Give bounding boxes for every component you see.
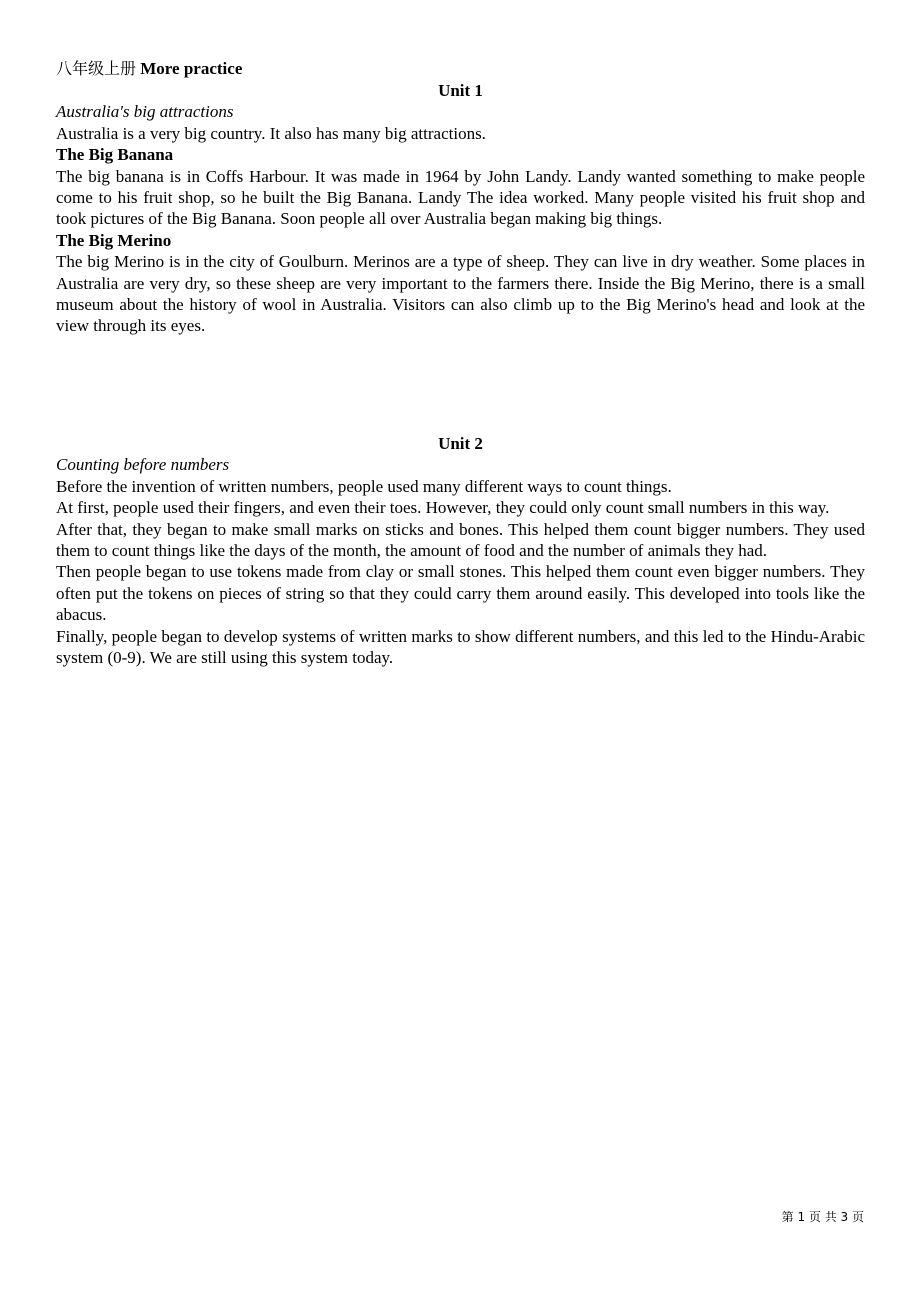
- unit2-paragraph: Then people began to use tokens made from clay or small stones. This helped them count even bigger numbers. They often put the tokens on pieces of string so that they could carry them around easily. This developed into tools like the abacus.: [56, 562, 865, 625]
- big-banana-text: The big banana is in Coffs Harbour. It was made in 1964 by John Landy. Landy wanted something to make people come to his fruit shop, so he built the Big Banana. Landy The idea worked. Many people visited his fruit shop and took pictures of the Big Banana. Soon people all over Australia began making big things.: [56, 166, 865, 229]
- document-page: [56, 58, 865, 668]
- unit2-paragraph: At first, people used their fingers, and even their toes. However, they could only count small numbers in this way.: [56, 498, 830, 518]
- big-merino-text: The big Merino is in the city of Goulburn. Merinos are a type of sheep. They can live in dry weather. Some places in Australia are very dry, so these sheep are very important to the farmers there. Inside the Big Merino, there is a small museum about the history of wool in Australia. Visitors can also climb up to the Big Merino's head and look at the view through its eyes.: [56, 252, 865, 336]
- unit2-section: [56, 433, 865, 668]
- unit2-subtitle: Counting before numbers: [56, 455, 230, 475]
- unit1-intro: Australia is a very big country. It also has many big attractions.: [56, 123, 486, 143]
- unit1-section: [56, 80, 865, 337]
- document-title: [56, 58, 865, 80]
- big-merino-title: The Big Merino: [56, 230, 172, 250]
- page-number-footer: 第 1 页 共 3 页: [781, 1210, 864, 1224]
- unit1-subtitle: Australia's big attractions: [56, 102, 234, 122]
- unit1-heading: Unit 1: [438, 81, 483, 100]
- unit2-heading: Unit 2: [438, 433, 483, 453]
- unit2-paragraph: After that, they began to make small marks on sticks and bones. This helped them count bigger numbers. They used them to count things like the days of the month, the amount of food and the number of animals they had.: [56, 519, 865, 560]
- document-title-cjk: 八年级上册: [56, 59, 137, 78]
- document-title-en: More practice: [136, 59, 243, 78]
- unit2-paragraph: Before the invention of written numbers, people used many different ways to count things.: [56, 476, 672, 496]
- big-banana-title: The Big Banana: [56, 145, 174, 165]
- unit2-paragraph: Finally, people began to develop systems of written marks to show different numbers, and this led to the Hindu-Arabic system (0-9). We are still using this system today.: [56, 626, 865, 667]
